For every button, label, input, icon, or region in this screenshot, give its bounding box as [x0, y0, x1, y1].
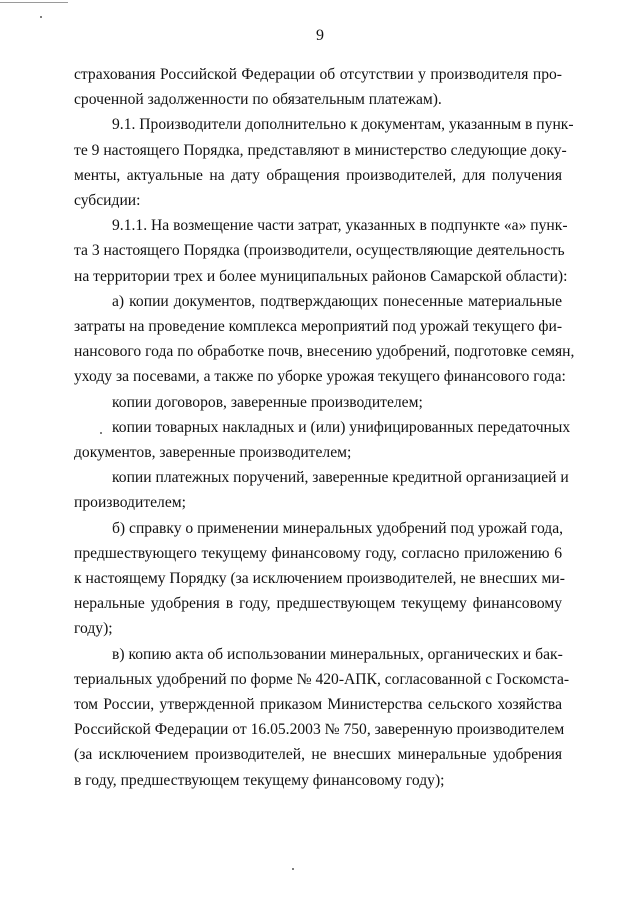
text-line: копии договоров, заверенные производителем;	[112, 393, 423, 411]
paragraph	[74, 112, 574, 213]
paragraph	[74, 289, 575, 390]
text-line: та 3 настоящего Порядка (производители, осуществляющие деятельность	[74, 242, 565, 260]
text-line: году);	[74, 620, 113, 638]
text-line: в году, предшествующем текущему финансовому году);	[74, 771, 445, 789]
text-line: неральные удобрения в году, предшествующем текущему финансовому	[74, 595, 562, 613]
text-line: на территории трех и более муниципальных районов Самарской области):	[74, 267, 568, 285]
text-line: (за исключением производителей, не внесших минеральные удобрения	[74, 746, 562, 764]
paragraph	[74, 642, 570, 793]
paragraph	[74, 516, 565, 642]
text-line: том России, утвержденной приказом Министерства сельского хозяйства	[74, 696, 562, 714]
text-line: копии платежных поручений, заверенные кредитной организацией и	[112, 469, 569, 487]
text-line: предшествующего текущему финансовому году, согласно приложению 6	[74, 544, 562, 562]
scan-speck	[292, 868, 294, 870]
text-line: копии товарных накладных и (или) унифицированных передаточных	[112, 418, 571, 436]
text-line: к настоящему Порядку (за исключением производителей, не внесших ми-	[74, 570, 565, 588]
text-line: а) копии документов, подтверждающих понесенные материальные	[112, 292, 562, 310]
text-line: териальных удобрений по форме № 420-АПК, согласованной с Госкомста-	[74, 670, 570, 688]
text-line: в) копию акта об использовании минеральных, органических и бак-	[112, 645, 563, 663]
text-line: нансового года по обработке почв, внесению удобрений, подготовке семян,	[74, 343, 575, 361]
text-line: субсидии:	[74, 192, 141, 210]
scan-top-rule	[0, 2, 68, 3]
document-body	[74, 62, 575, 793]
text-line: производителем;	[74, 494, 186, 512]
text-line: затраты на проведение комплекса мероприятий под урожай текущего фи-	[74, 318, 563, 336]
text-line: 9.1.1. На возмещение части затрат, указанных в подпункте «а» пунк-	[112, 217, 568, 235]
paragraph	[74, 415, 571, 465]
text-line: менты, актуальные на дату обращения производителей, для получения	[74, 166, 562, 184]
paragraph	[74, 213, 568, 289]
scan-speck	[40, 16, 42, 18]
paragraph	[74, 390, 562, 415]
text-line: те 9 настоящего Порядка, представляют в министерство следующие доку-	[74, 141, 567, 159]
text-line: 9.1. Производители дополнительно к документам, указанным в пунк-	[112, 116, 574, 134]
text-line: б) справку о применении минеральных удобрений под урожай года,	[112, 519, 564, 537]
paragraph	[74, 465, 569, 515]
text-line: уходу за посевами, а также по уборке урожая текущего финансового года:	[74, 368, 566, 386]
page-number: 9	[316, 27, 324, 44]
text-line: сроченной задолженности по обязательным платежам).	[74, 91, 442, 109]
paragraph	[74, 62, 562, 112]
text-line: Российской Федерации от 16.05.2003 № 750, заверенную производителем	[74, 721, 565, 739]
text-line: страхования Российской Федерации об отсутствии у производителя про-	[74, 66, 562, 83]
text-line: документов, заверенные производителем;	[74, 444, 352, 462]
